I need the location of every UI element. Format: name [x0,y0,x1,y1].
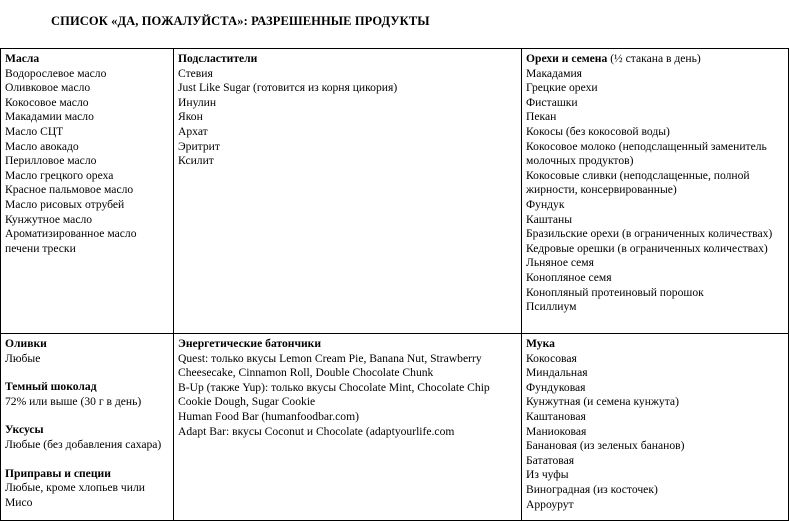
list-item: Из чуфы [526,468,569,482]
list-item: Арроурут [526,497,574,511]
list-item: Масло СЦТ [5,124,64,138]
list-item: Кокосовые сливки (неподслащенные, полной жирности, консервированные) [526,168,750,197]
list-item: Human Food Bar (humanfoodbar.com) [178,409,359,423]
section-heading-olives: Оливки [5,337,47,350]
list-item: Виноградная (из косточек) [526,482,658,496]
list-item: Якон [178,110,203,124]
section-heading-flour: Мука [526,337,555,350]
list-item: Кокосовое молоко (неподслащенный заменитель молочных продуктов) [526,139,767,168]
nuts-heading-note: (½ стакана в день) [607,52,701,65]
cell-misc [1,334,174,521]
list-item: Бататовая [526,453,575,467]
list-item: Конопляное семя [526,270,612,284]
list-item: Водорослевое масло [5,66,107,80]
food-table [0,48,789,521]
list-item: Каштановая [526,409,586,423]
list-item: Бразильские орехи (в ограниченных количествах) [526,227,773,241]
list-item: Кунжутное масло [5,212,93,226]
cell-oils [1,49,174,334]
list-item: Кедровые орешки (в ограниченных количествах) [526,241,768,255]
list-item: Ксилит [178,154,214,168]
list-item: Оливковое масло [5,81,91,95]
table-row [1,49,789,334]
list-item: Льняное семя [526,256,594,270]
section-heading-oils: Масла [5,52,40,65]
section-heading-nuts [526,52,784,67]
page-title: СПИСОК «ДА, ПОЖАЛУЙСТА»: РАЗРЕШЕННЫЕ ПРОДУКТЫ [51,14,430,28]
list-item: Любые, кроме хлопьев чили [5,481,145,495]
list-item: Фундуковая [526,380,586,394]
list-item: Архат [178,124,208,138]
list-item: Конопляный протеиновый порошок [526,285,704,299]
cell-nuts [522,49,789,334]
list-item: Банановая (из зеленых бананов) [526,439,685,453]
list-item: Любые [5,351,41,365]
list-item: Эритрит [178,139,220,153]
list-item: Ароматизированное масло печени трески [5,227,137,255]
list-item: Adapt Bar: вкусы Coconut и Chocolate (adaptyourlife.com [178,424,455,438]
list-item: Масло рисовых отрубей [5,197,125,211]
cell-sweeteners [174,49,522,334]
list-item: Перилловое масло [5,154,97,168]
list-item: Псиллиум [526,300,577,314]
list-item: Инулин [178,95,217,109]
list-item: Каштаны [526,212,573,226]
list-item: Красное пальмовое масло [5,183,134,197]
list-item: Маниоковая [526,424,587,438]
list-item: Кокосовое масло [5,95,89,109]
list-item: Грецкие орехи [526,81,598,95]
spacer [5,409,169,423]
section-heading-sweeteners: Подсластители [178,52,258,65]
cell-flour [522,334,789,521]
list-item: Кокосы (без кокосовой воды) [526,124,670,138]
cell-bars [174,334,522,521]
list-item: Пекан [526,110,557,124]
list-item: Фисташки [526,95,578,109]
list-item: Макадамия [526,66,582,80]
list-item: Кокосовая [526,351,577,365]
list-item: B-Up (также Yup): только вкусы Chocolate Mint, Chocolate Chip Cookie Dough, Sugar Cookie [178,380,490,409]
list-item: Фундук [526,197,565,211]
section-heading-bars: Энергетические батончики [178,337,322,350]
list-item: Quest: только вкусы Lemon Cream Pie, Banana Nut, Strawberry Cheesecake, Cinnamon Roll, Double Chocolate Chunk [178,351,482,380]
section-heading-spices: Приправы и специи [5,466,111,480]
table-row [1,334,789,521]
spacer [5,366,169,380]
list-item: Мисо [5,495,33,509]
list-item: Just Like Sugar (готовится из корня цикория) [178,81,398,95]
section-heading-vinegar: Уксусы [5,423,44,437]
list-item: 72% или выше (30 г в день) [5,394,142,408]
spacer [5,453,169,467]
list-item: Макадамии масло [5,110,94,124]
list-item: Любые (без добавления сахара) [5,437,162,451]
list-item: Масло грецкого ореха [5,168,114,182]
nuts-heading-text: Орехи и семена [526,52,608,65]
list-item: Миндальная [526,366,588,380]
list-item: Стевия [178,66,213,80]
list-item: Масло авокадо [5,139,79,153]
section-heading-chocolate: Темный шоколад [5,380,97,394]
list-item: Кунжутная (и семена кунжута) [526,395,679,409]
